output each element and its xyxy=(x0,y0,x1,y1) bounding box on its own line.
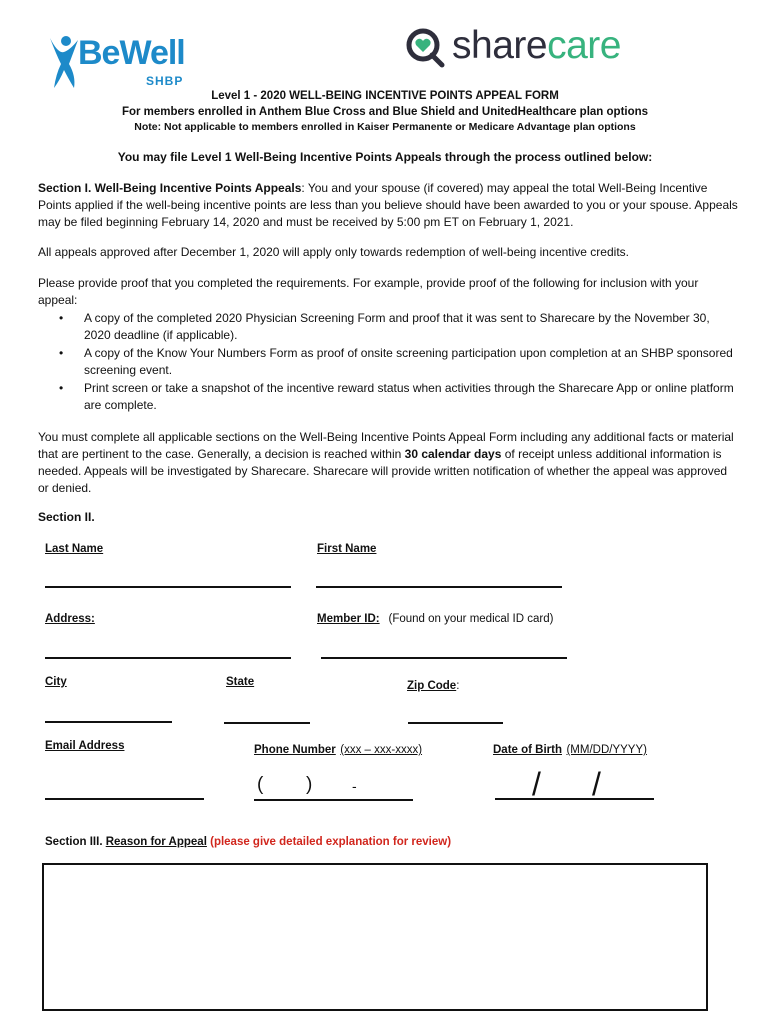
section1-heading: Section I. Well-Being Incentive Points Appeals xyxy=(38,181,302,195)
section2-heading: Section II. xyxy=(38,510,95,524)
dob-slash-1: / xyxy=(532,766,541,802)
phone-open-paren: ( xyxy=(257,774,264,795)
bewell-figure-icon xyxy=(48,34,82,90)
bullet-text: A copy of the completed 2020 Physician Screening Form and proof that it was sent to Sharecare by the November 30, 2020 deadline (if applicable). xyxy=(84,311,710,342)
address-label-wrap xyxy=(45,609,95,627)
phone-label-wrap xyxy=(254,740,422,758)
section1-p2: All appeals approved after December 1, 2020 will apply only towards redemption of well-being incentive credits. xyxy=(38,245,629,259)
state-label: State xyxy=(226,676,255,688)
member-id-hint: (Found on your medical ID card) xyxy=(388,613,554,625)
zip-colon: : xyxy=(456,680,460,692)
list-item xyxy=(38,310,738,344)
phone-hint: (xxx – xxx-xxxx) xyxy=(340,744,423,756)
last-name-label: Last Name xyxy=(45,543,104,555)
reason-label: Reason for Appeal xyxy=(105,836,207,848)
bullet-icon: • xyxy=(59,381,64,395)
address-field[interactable] xyxy=(45,657,291,659)
sharecare-logo xyxy=(406,24,676,70)
dob-hint: (MM/DD/YYYY) xyxy=(566,744,647,756)
dob-label-wrap xyxy=(493,740,647,758)
dob-field[interactable] xyxy=(495,798,654,800)
phone-label: Phone Number xyxy=(254,744,336,756)
address-label: Address: xyxy=(45,613,95,625)
list-item xyxy=(38,345,738,379)
city-field[interactable] xyxy=(45,721,172,723)
section3-prefix: Section III. xyxy=(45,836,106,848)
section1-p4 xyxy=(38,429,738,497)
member-id-label: Member ID: xyxy=(317,613,380,625)
zip-field[interactable] xyxy=(408,722,503,724)
phone-dash: - xyxy=(352,778,357,794)
list-item xyxy=(38,380,738,414)
dob-label: Date of Birth xyxy=(493,744,562,756)
zip-label-wrap xyxy=(407,676,459,694)
email-field[interactable] xyxy=(45,798,204,800)
section3-heading xyxy=(45,836,451,848)
phone-close-paren: ) xyxy=(306,774,313,795)
bullet-icon: • xyxy=(59,346,64,360)
sharecare-wordmark xyxy=(452,24,621,68)
intro-text: You may file Level 1 Well-Being Incentive Points Appeals through the process outlined below: xyxy=(117,150,653,164)
bullet-icon: • xyxy=(59,311,64,325)
p4-bold: 30 calendar days xyxy=(404,447,502,461)
last-name-field[interactable] xyxy=(45,586,291,588)
sharecare-share: share xyxy=(452,24,548,67)
first-name-label: First Name xyxy=(317,543,377,555)
sharecare-heart-icon xyxy=(406,28,446,68)
phone-field[interactable] xyxy=(254,799,413,801)
form-subtitle: For members enrolled in Anthem Blue Cross and Blue Shield and UnitedHealthcare plan options xyxy=(121,106,649,118)
email-label: Email Address xyxy=(45,740,125,752)
sharecare-care: care xyxy=(547,24,621,67)
bullet-text: Print screen or take a snapshot of the incentive reward status when activities through the Sharecare App or online platform are complete. xyxy=(84,381,734,412)
form-title: Level 1 - 2020 WELL-BEING INCENTIVE POINTS APPEAL FORM xyxy=(211,90,559,102)
zip-label: Zip Code xyxy=(407,680,457,692)
section1-p3: Please provide proof that you completed the requirements. For example, provide proof of the following for inclusion with your appeal: xyxy=(38,276,699,307)
section1-body: : You and your spouse (if covered) may appeal the total Well-Being Incentive Points applied if the well-being incentive points are less than you believe should have been awarded to you or your spouse. Appeals may be filed beginning February 14, 2020 and must be received by 5:00 pm ET on February 1, 2021. xyxy=(38,181,738,229)
bullet-text: A copy of the Know Your Numbers Form as proof of onsite screening participation upon completion at an SHBP sponsored screening event. xyxy=(84,346,733,377)
reason-textarea[interactable] xyxy=(42,863,708,1011)
first-name-field[interactable] xyxy=(316,586,562,588)
member-id-field[interactable] xyxy=(321,657,567,659)
section1-paragraph xyxy=(38,180,738,231)
reason-instruction: (please give detailed explanation for review) xyxy=(210,836,452,848)
bewell-sub: SHBP xyxy=(146,74,184,88)
p4-part-b: of receipt unless additional information is needed. Appeals will be investigated by Sharecare. Sharecare will provide written notification of whether the appeal was approved or denied. xyxy=(38,447,728,495)
state-field[interactable] xyxy=(224,722,310,724)
form-note: Note: Not applicable to members enrolled in Kaiser Permanente or Medicare Advantage plan options xyxy=(134,121,636,133)
bewell-name: BeWell xyxy=(78,34,185,72)
proof-list xyxy=(38,310,738,415)
member-id-label-wrap xyxy=(317,609,553,627)
bewell-logo xyxy=(48,32,185,94)
city-label: City xyxy=(45,676,67,688)
p4-part-a: You must complete all applicable sections on the Well-Being Incentive Points Appeal Form including any additional facts or material that are pertinent to the case. Generally, a decision is reached within xyxy=(38,430,734,461)
dob-slash-2: / xyxy=(592,766,601,802)
